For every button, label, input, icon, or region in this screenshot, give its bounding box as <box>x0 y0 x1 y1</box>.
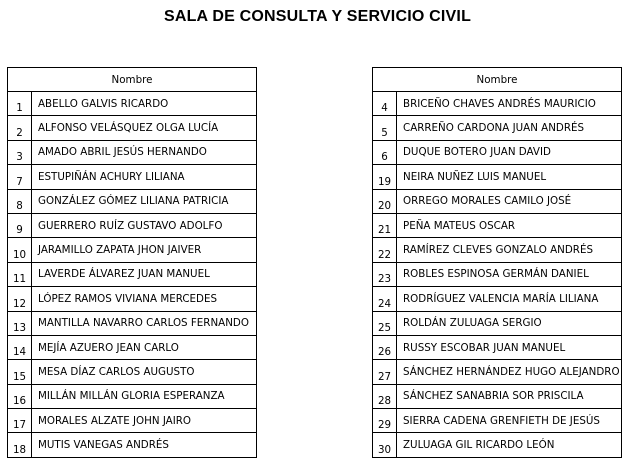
table-row <box>373 92 622 116</box>
table-row <box>8 238 257 262</box>
row-number: 23 <box>373 262 397 286</box>
member-name: NEIRA NUÑEZ LUIS MANUEL <box>397 165 622 189</box>
table-header: Nombre <box>373 68 622 92</box>
row-number: 19 <box>373 165 397 189</box>
table-row <box>373 238 622 262</box>
table-row <box>373 287 622 311</box>
member-name: ZULUAGA GIL RICARDO LEÓN <box>397 433 622 457</box>
row-number: 29 <box>373 409 397 433</box>
table-header: Nombre <box>8 68 257 92</box>
member-name: AMADO ABRIL JESÚS HERNANDO <box>32 140 257 164</box>
table-row <box>373 189 622 213</box>
table-row <box>8 409 257 433</box>
row-number: 4 <box>373 92 397 116</box>
row-number: 26 <box>373 335 397 359</box>
row-number: 20 <box>373 189 397 213</box>
member-name: MEJÍA AZUERO JEAN CARLO <box>32 335 257 359</box>
table-row <box>8 335 257 359</box>
table-row <box>373 409 622 433</box>
member-name: ALFONSO VELÁSQUEZ OLGA LUCÍA <box>32 116 257 140</box>
member-name: BRICEÑO CHAVES ANDRÉS MAURICIO <box>397 92 622 116</box>
row-number: 16 <box>8 384 32 408</box>
table-row <box>8 116 257 140</box>
row-number: 30 <box>373 433 397 457</box>
row-number: 10 <box>8 238 32 262</box>
table-row <box>8 433 257 457</box>
table-row <box>373 116 622 140</box>
table-row <box>8 311 257 335</box>
member-name: GONZÁLEZ GÓMEZ LILIANA PATRICIA <box>32 189 257 213</box>
right-roster-table <box>372 67 622 458</box>
row-number: 24 <box>373 287 397 311</box>
member-name: ORREGO MORALES CAMILO JOSÉ <box>397 189 622 213</box>
row-number: 5 <box>373 116 397 140</box>
table-row <box>8 165 257 189</box>
table-row <box>8 262 257 286</box>
member-name: MUTIS VANEGAS ANDRÉS <box>32 433 257 457</box>
member-name: SÁNCHEZ HERNÁNDEZ HUGO ALEJANDRO <box>397 360 622 384</box>
row-number: 3 <box>8 140 32 164</box>
row-number: 11 <box>8 262 32 286</box>
row-number: 21 <box>373 213 397 237</box>
row-number: 22 <box>373 238 397 262</box>
table-row <box>8 92 257 116</box>
row-number: 25 <box>373 311 397 335</box>
member-name: ROLDÁN ZULUAGA SERGIO <box>397 311 622 335</box>
table-row <box>8 213 257 237</box>
member-name: SIERRA CADENA GRENFIETH DE JESÚS <box>397 409 622 433</box>
member-name: PEÑA MATEUS OSCAR <box>397 213 622 237</box>
table-row <box>373 213 622 237</box>
table-row <box>373 262 622 286</box>
table-row <box>373 311 622 335</box>
row-number: 1 <box>8 92 32 116</box>
table-row <box>8 360 257 384</box>
table-row <box>8 140 257 164</box>
member-name: SÁNCHEZ SANABRIA SOR PRISCILA <box>397 384 622 408</box>
row-number: 6 <box>373 140 397 164</box>
member-name: MANTILLA NAVARRO CARLOS FERNANDO <box>32 311 257 335</box>
row-number: 8 <box>8 189 32 213</box>
row-number: 27 <box>373 360 397 384</box>
row-number: 9 <box>8 213 32 237</box>
table-row <box>373 140 622 164</box>
member-name: ESTUPIÑÁN ACHURY LILIANA <box>32 165 257 189</box>
table-row <box>373 165 622 189</box>
table-row <box>373 360 622 384</box>
member-name: RAMÍREZ CLEVES GONZALO ANDRÉS <box>397 238 622 262</box>
table-row <box>8 384 257 408</box>
member-name: JARAMILLO ZAPATA JHON JAIVER <box>32 238 257 262</box>
member-name: ROBLES ESPINOSA GERMÁN DANIEL <box>397 262 622 286</box>
row-number: 15 <box>8 360 32 384</box>
row-number: 17 <box>8 409 32 433</box>
row-number: 13 <box>8 311 32 335</box>
member-name: DUQUE BOTERO JUAN DAVID <box>397 140 622 164</box>
table-row <box>8 287 257 311</box>
table-row <box>373 384 622 408</box>
table-row <box>8 189 257 213</box>
row-number: 18 <box>8 433 32 457</box>
row-number: 12 <box>8 287 32 311</box>
table-row <box>373 433 622 457</box>
member-name: LAVERDE ÁLVAREZ JUAN MANUEL <box>32 262 257 286</box>
member-name: LÓPEZ RAMOS VIVIANA MERCEDES <box>32 287 257 311</box>
member-name: ABELLO GALVIS RICARDO <box>32 92 257 116</box>
member-name: RUSSY ESCOBAR JUAN MANUEL <box>397 335 622 359</box>
row-number: 2 <box>8 116 32 140</box>
member-name: CARREÑO CARDONA JUAN ANDRÉS <box>397 116 622 140</box>
row-number: 14 <box>8 335 32 359</box>
left-roster-table <box>7 67 257 458</box>
page-title: SALA DE CONSULTA Y SERVICIO CIVIL <box>163 8 472 25</box>
member-name: RODRÍGUEZ VALENCIA MARÍA LILIANA <box>397 287 622 311</box>
member-name: MORALES ALZATE JOHN JAIRO <box>32 409 257 433</box>
table-row <box>373 335 622 359</box>
row-number: 7 <box>8 165 32 189</box>
member-name: MESA DÍAZ CARLOS AUGUSTO <box>32 360 257 384</box>
member-name: GUERRERO RUÍZ GUSTAVO ADOLFO <box>32 213 257 237</box>
row-number: 28 <box>373 384 397 408</box>
member-name: MILLÁN MILLÁN GLORIA ESPERANZA <box>32 384 257 408</box>
